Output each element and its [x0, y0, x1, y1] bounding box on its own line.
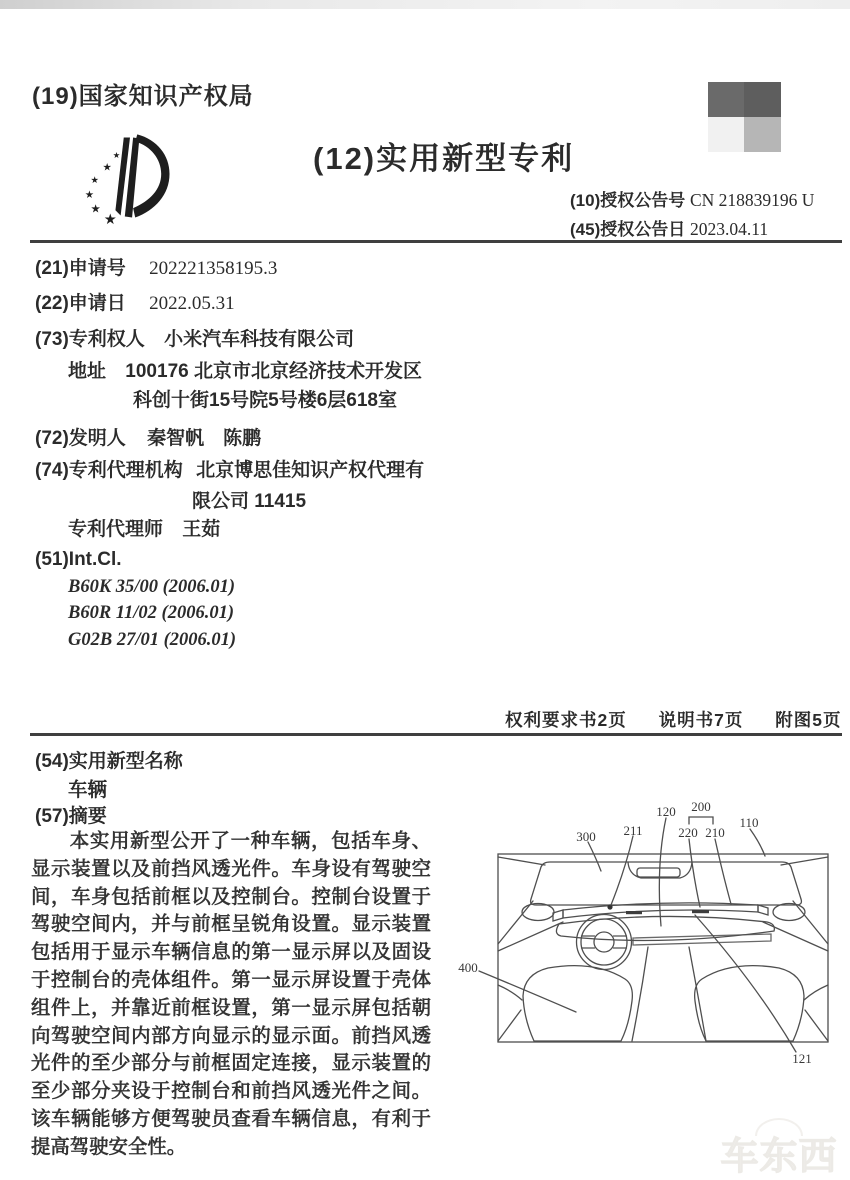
- publication-number-row: [570, 186, 814, 211]
- watermark-arc-icon: [755, 1118, 803, 1136]
- door-line-right: [804, 985, 828, 1000]
- address-value-line2: 科创十街15号院5号楼6层618室: [133, 390, 397, 411]
- patent-office-title: (19)国家知识产权局: [32, 83, 254, 110]
- figure-ref-200: 200: [691, 799, 711, 814]
- title-section-label: (54)实用新型名称: [35, 751, 183, 772]
- steering-wheel: [577, 915, 632, 970]
- agency-value-line2: 限公司 11415: [192, 491, 307, 512]
- color-block-cell: [708, 82, 744, 117]
- logo-star-icon: ★: [90, 175, 99, 186]
- inventors-row: [35, 423, 261, 450]
- intcl-label: (51)Int.Cl.: [35, 549, 122, 570]
- ref-211-dot: [607, 904, 612, 909]
- application-date-label: (22)申请日: [35, 293, 126, 314]
- figure-frame: [498, 854, 828, 1042]
- publication-date-label: (45)授权公告日: [570, 220, 686, 239]
- abstract-section-label: (57)摘要: [35, 806, 107, 827]
- patent-figure: [455, 795, 850, 1085]
- application-number-value: 202221358195.3: [149, 258, 278, 279]
- figure-ref-110: 110: [739, 815, 759, 830]
- figure-ref-400: 400: [458, 960, 478, 975]
- intcl-row: [35, 549, 122, 571]
- inventors-value: 秦智帆 陈鹏: [147, 428, 262, 449]
- figure-ref-220: 220: [678, 825, 698, 840]
- seat-left: [523, 966, 632, 1041]
- application-date-row: [35, 288, 235, 315]
- patentee-value: 小米汽车科技有限公司: [164, 329, 355, 350]
- color-block-cell: [744, 117, 781, 152]
- logo-star-icon: ★: [103, 211, 117, 226]
- figure-ref-300: 300: [576, 829, 596, 844]
- patentee-row: [35, 324, 354, 351]
- side-mirror-left: [522, 904, 554, 921]
- agent-label: 专利代理师: [68, 519, 164, 540]
- application-number-row: [35, 253, 277, 280]
- seat-right: [695, 966, 804, 1041]
- publication-number-label: (10)授权公告号: [570, 191, 686, 210]
- agent-value: 王茹: [182, 519, 221, 540]
- scan-edge-artifact: [0, 0, 850, 9]
- leader-220: [689, 839, 700, 907]
- intcl-code: G02B 27/01 (2006.01): [68, 630, 237, 650]
- horizontal-rule-top: [30, 240, 842, 243]
- watermark: [714, 1118, 844, 1178]
- figure-ref-210: 210: [705, 825, 725, 840]
- agency-row: [35, 455, 424, 482]
- publication-date-value: 2023.04.11: [689, 219, 769, 239]
- figure-ref-120: 120: [656, 804, 676, 819]
- figure-ref-211: 211: [623, 823, 643, 838]
- display-mark-right: [692, 910, 709, 913]
- description-pages: 说明书7页: [658, 710, 744, 730]
- invention-title: 车辆: [68, 779, 108, 801]
- dashboard-shade: [633, 934, 771, 945]
- steering-wheel-hub: [594, 932, 614, 952]
- agency-row-2: [192, 486, 306, 513]
- watermark-text: 车东西: [720, 1136, 838, 1178]
- figure-ref-121: 121: [792, 1051, 812, 1066]
- floor-line-right: [805, 1010, 828, 1041]
- sill-right: [763, 922, 828, 951]
- rearview-mirror-glass: [637, 868, 680, 877]
- application-date-value: 2022.05.31: [149, 293, 235, 314]
- agency-label: (74)专利代理机构: [35, 460, 183, 481]
- publication-date-row: [570, 215, 768, 240]
- patentee-label: (73)专利权人: [35, 329, 145, 350]
- bracket-200: [689, 817, 713, 824]
- leader-210: [715, 839, 731, 904]
- floor-line-left: [498, 1010, 521, 1041]
- inventors-label: (72)发明人: [35, 428, 126, 449]
- leader-400: [479, 971, 576, 1012]
- publication-number-value: CN 218839196 U: [689, 190, 815, 210]
- address-value-line1: 100176 北京市北京经济技术开发区: [125, 361, 422, 382]
- address-row: [68, 356, 422, 383]
- page-counts: [505, 707, 850, 732]
- claims-pages: 权利要求书2页: [505, 710, 627, 730]
- scan-color-block: [708, 82, 781, 152]
- cnipa-logo: [78, 130, 182, 226]
- address-label: 地址: [68, 361, 107, 382]
- logo-star-icon: ★: [84, 189, 95, 201]
- leader-300: [588, 842, 601, 871]
- document-type-title: (12)实用新型专利: [313, 141, 575, 176]
- intcl-code: B60R 11/02 (2006.01): [68, 603, 234, 623]
- logo-star-icon: ★: [112, 150, 121, 161]
- display-strip-end-right: [758, 905, 768, 915]
- side-mirror-right: [773, 904, 805, 921]
- console-line-right: [689, 947, 706, 1041]
- logo-star-icon: ★: [90, 203, 101, 216]
- color-block-cell: [744, 82, 781, 117]
- logo-star-icon: ★: [102, 162, 112, 174]
- application-number-label: (21)申请号: [35, 258, 126, 279]
- leader-110: [750, 829, 765, 856]
- a-pillar-left: [498, 857, 545, 865]
- address-row-2: [133, 385, 397, 412]
- drawings-pages: 附图5页: [775, 710, 842, 730]
- sill-left: [498, 922, 563, 951]
- agent-row: [68, 514, 220, 541]
- abstract-text: 本实用新型公开了一种车辆，包括车身、显示装置以及前挡风透光件。车身设有驾驶空间，车身包括前框以及控制台。控制台设置于驾驶空间内，并与前框呈锐角设置。显示装置包括用于显示车辆信息的第一显示屏以及固设于控制台的壳体组件。第一显示屏设置于壳体组件上，并靠近前框设置，第一显示屏包括朝向驾驶空间内部方向显示的显示面。前挡风透光件的至少部分与前框固定连接，显示装置的至少部分夹设于控制台和前挡风透光件之间。该车辆能够方便驾驶员查看车辆信息，有利于提高驾驶安全性。: [31, 830, 431, 1158]
- agency-value-line1: 北京博思佳知识产权代理有: [196, 460, 425, 481]
- horizontal-rule-middle: [30, 733, 842, 736]
- console-line-left: [632, 947, 648, 1041]
- intcl-code: B60K 35/00 (2006.01): [68, 577, 236, 597]
- steering-wheel-inner-ring: [581, 919, 627, 965]
- display-mark-left: [626, 911, 642, 914]
- color-block-cell: [708, 117, 744, 152]
- a-pillar-right: [781, 857, 828, 865]
- steering-wheel-spokes: [582, 936, 627, 948]
